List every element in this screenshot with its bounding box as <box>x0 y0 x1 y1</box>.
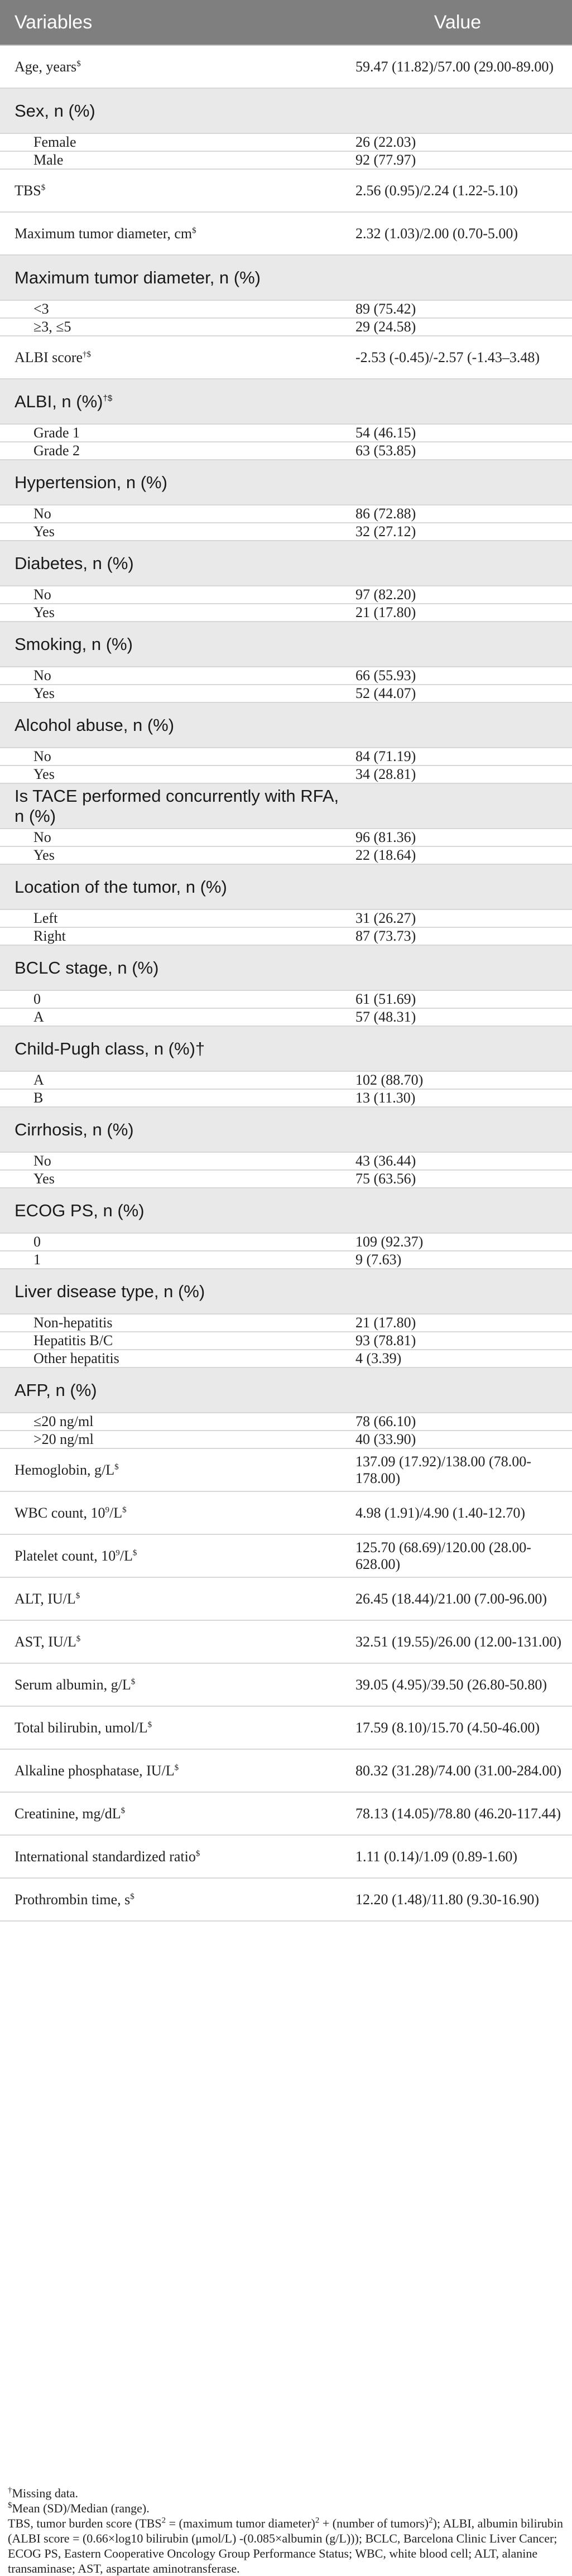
value-cell: 57 (48.31) <box>343 1008 572 1026</box>
value-cell: 32.51 (19.55)/26.00 (12.00-131.00) <box>343 1620 572 1663</box>
value-cell: 97 (82.20) <box>343 586 572 604</box>
variable-label: WBC count, $10^9/L^{\$}$ <box>0 1491 343 1534</box>
footnote-marker: $ <box>130 1891 134 1901</box>
variable-label: 0 <box>0 990 343 1008</box>
value-cell <box>343 255 572 300</box>
variable-label: No <box>0 667 343 685</box>
table-row <box>0 424 572 442</box>
table-row <box>0 829 572 846</box>
variable-label: Total bilirubin, umol/L$ <box>0 1706 343 1749</box>
value-cell: 89 (75.42) <box>343 300 572 318</box>
variable-label: 1 <box>0 1251 343 1269</box>
footnote-marker: $ <box>132 1548 137 1557</box>
footnote-mean: $Mean (SD)/Median (range). <box>8 2501 150 2515</box>
table-row <box>0 586 572 604</box>
variable-label: Yes <box>0 604 343 622</box>
table-row <box>0 1071 572 1089</box>
value-cell: 93 (78.81) <box>343 1332 572 1350</box>
variable-label: <3 <box>0 300 343 318</box>
value-cell: 80.32 (31.28)/74.00 (31.00-284.00) <box>343 1749 572 1792</box>
value-cell: 137.09 (17.92)/138.00 (78.00-178.00) <box>343 1448 572 1491</box>
footnote-marker: $ <box>76 1634 81 1643</box>
section-header-row <box>0 1107 572 1152</box>
variable-label: Maximum tumor diameter, cm$ <box>0 212 343 255</box>
value-cell: 86 (72.88) <box>343 505 572 523</box>
table-body <box>0 45 572 1921</box>
value-cell: 92 (77.97) <box>343 151 572 169</box>
value-cell <box>343 1368 572 1413</box>
value-cell: 66 (55.93) <box>343 667 572 685</box>
section-label: ALBI, n (%)†$ <box>0 379 343 424</box>
variable-label: Grade 1 <box>0 424 343 442</box>
value-cell: 31 (26.27) <box>343 909 572 927</box>
table-row <box>0 1706 572 1749</box>
table-row <box>0 1448 572 1491</box>
variable-label: No <box>0 505 343 523</box>
table-row <box>0 1008 572 1026</box>
table-row <box>0 765 572 783</box>
table-footnotes <box>8 2486 565 2576</box>
section-header-row <box>0 864 572 909</box>
section-header-row <box>0 1269 572 1314</box>
variable-label: Platelet count, $10^9/L^{\$}$ <box>0 1534 343 1577</box>
variable-label: Yes <box>0 846 343 864</box>
table-row <box>0 604 572 622</box>
value-cell <box>343 702 572 748</box>
section-label: AFP, n (%) <box>0 1368 343 1413</box>
value-cell <box>343 1269 572 1314</box>
value-cell: 4 (3.39) <box>343 1350 572 1368</box>
table-row <box>0 927 572 945</box>
header-value: Value <box>343 0 572 45</box>
value-cell: -2.53 (-0.45)/-2.57 (-1.43–3.48) <box>343 336 572 379</box>
value-cell: 26 (22.03) <box>343 133 572 151</box>
value-cell: 78.13 (14.05)/78.80 (46.20-117.44) <box>343 1792 572 1835</box>
table-row <box>0 990 572 1008</box>
table-row <box>0 1170 572 1188</box>
section-header-row <box>0 541 572 586</box>
table-row <box>0 846 572 864</box>
value-cell: 22 (18.64) <box>343 846 572 864</box>
table-row <box>0 1878 572 1921</box>
table-row <box>0 1620 572 1663</box>
value-cell: 84 (71.19) <box>343 748 572 765</box>
table-row <box>0 1577 572 1620</box>
table-row <box>0 1431 572 1448</box>
table-row <box>0 1089 572 1107</box>
value-cell <box>343 460 572 505</box>
value-cell <box>343 864 572 909</box>
section-label: Location of the tumor, n (%) <box>0 864 343 909</box>
value-cell: 54 (46.15) <box>343 424 572 442</box>
variable-label: Prothrombin time, s$ <box>0 1878 343 1921</box>
variable-label: ≤20 ng/ml <box>0 1413 343 1431</box>
section-header-row <box>0 945 572 990</box>
variable-label: Yes <box>0 523 343 541</box>
table-row <box>0 748 572 765</box>
table-row <box>0 1314 572 1332</box>
variable-label: Non-hepatitis <box>0 1314 343 1332</box>
value-cell: 75 (63.56) <box>343 1170 572 1188</box>
value-cell: 125.70 (68.69)/120.00 (28.00-628.00) <box>343 1534 572 1577</box>
value-cell: 17.59 (8.10)/15.70 (4.50-46.00) <box>343 1706 572 1749</box>
footnote-marker: $ <box>75 1591 80 1600</box>
value-cell <box>343 379 572 424</box>
variable-label: AST, IU/L$ <box>0 1620 343 1663</box>
section-label: Smoking, n (%) <box>0 622 343 667</box>
variable-label: Male <box>0 151 343 169</box>
value-cell <box>343 945 572 990</box>
value-cell: 43 (36.44) <box>343 1152 572 1170</box>
section-header-row <box>0 88 572 133</box>
value-cell: 102 (88.70) <box>343 1071 572 1089</box>
value-cell: 78 (66.10) <box>343 1413 572 1431</box>
value-cell: 21 (17.80) <box>343 604 572 622</box>
table-row <box>0 151 572 169</box>
value-cell: 34 (28.81) <box>343 765 572 783</box>
table-row <box>0 667 572 685</box>
section-header-row <box>0 783 572 829</box>
table-row <box>0 442 572 460</box>
section-label: Child-Pugh class, n (%)† <box>0 1026 343 1071</box>
table-row <box>0 1332 572 1350</box>
variable-label: 0 <box>0 1233 343 1251</box>
variable-label: No <box>0 586 343 604</box>
variable-label: Other hepatitis <box>0 1350 343 1368</box>
section-label: ECOG PS, n (%) <box>0 1188 343 1233</box>
section-header-row <box>0 1026 572 1071</box>
variable-label: ALBI score†$ <box>0 336 343 379</box>
section-label: Sex, n (%) <box>0 88 343 133</box>
value-cell <box>343 622 572 667</box>
section-label: Diabetes, n (%) <box>0 541 343 586</box>
variable-label: Female <box>0 133 343 151</box>
table-row <box>0 505 572 523</box>
table-row <box>0 523 572 541</box>
value-cell: 96 (81.36) <box>343 829 572 846</box>
section-label: BCLC stage, n (%) <box>0 945 343 990</box>
value-cell: 40 (33.90) <box>343 1431 572 1448</box>
variable-label: No <box>0 748 343 765</box>
footnote-marker: $ <box>114 1462 119 1471</box>
section-label: Maximum tumor diameter, n (%) <box>0 255 343 300</box>
variable-label: No <box>0 1152 343 1170</box>
table-row <box>0 45 572 88</box>
footnote-marker: $ <box>41 182 46 192</box>
value-cell: 32 (27.12) <box>343 523 572 541</box>
table-row <box>0 169 572 212</box>
variable-label: International standardized ratio$ <box>0 1835 343 1878</box>
variable-label: Right <box>0 927 343 945</box>
variable-label: Serum albumin, g/L$ <box>0 1663 343 1706</box>
variable-label: B <box>0 1089 343 1107</box>
section-header-row <box>0 1188 572 1233</box>
value-cell: 29 (24.58) <box>343 318 572 336</box>
value-cell: 39.05 (4.95)/39.50 (26.80-50.80) <box>343 1663 572 1706</box>
value-cell <box>343 541 572 586</box>
table-row <box>0 336 572 379</box>
variable-label: No <box>0 829 343 846</box>
section-header-row <box>0 1368 572 1413</box>
section-header-row <box>0 255 572 300</box>
section-header-row <box>0 622 572 667</box>
variable-label: Left <box>0 909 343 927</box>
value-cell: 109 (92.37) <box>343 1233 572 1251</box>
footnote-marker: $ <box>121 1805 126 1815</box>
variable-label: Yes <box>0 685 343 702</box>
table-header-row <box>0 0 572 45</box>
section-header-row <box>0 702 572 748</box>
variable-label: Alkaline phosphatase, IU/L$ <box>0 1749 343 1792</box>
footnote-marker: $ <box>195 1848 200 1858</box>
table-row <box>0 318 572 336</box>
footnote-marker: $ <box>131 1677 136 1686</box>
table-row <box>0 1663 572 1706</box>
value-cell: 59.47 (11.82)/57.00 (29.00-89.00) <box>343 45 572 88</box>
value-cell: 52 (44.07) <box>343 685 572 702</box>
section-label: Is TACE performed concurrently with RFA, n (%) <box>0 783 343 829</box>
section-label: Cirrhosis, n (%) <box>0 1107 343 1152</box>
footnote-missing: †Missing data. <box>8 2486 79 2500</box>
table-row <box>0 1749 572 1792</box>
section-header-row <box>0 379 572 424</box>
value-cell: 1.11 (0.14)/1.09 (0.89-1.60) <box>343 1835 572 1878</box>
footnote-marker: $ <box>174 1763 179 1772</box>
variable-label: Grade 2 <box>0 442 343 460</box>
table-row <box>0 685 572 702</box>
variable-label: Hemoglobin, g/L$ <box>0 1448 343 1491</box>
header-variables: Variables <box>0 0 343 45</box>
value-cell <box>343 783 572 829</box>
table-row <box>0 1251 572 1269</box>
value-cell <box>343 1107 572 1152</box>
variable-label: ALT, IU/L$ <box>0 1577 343 1620</box>
footnote-marker: $ <box>192 225 196 235</box>
section-label: Alcohol abuse, n (%) <box>0 702 343 748</box>
section-label: Hypertension, n (%) <box>0 460 343 505</box>
footnote-marker: $ <box>147 1720 152 1729</box>
value-cell <box>343 88 572 133</box>
table-row <box>0 1491 572 1534</box>
value-cell: 63 (53.85) <box>343 442 572 460</box>
table-row <box>0 1152 572 1170</box>
variable-label: ≥3, ≤5 <box>0 318 343 336</box>
section-header-row <box>0 460 572 505</box>
value-cell: 61 (51.69) <box>343 990 572 1008</box>
variable-label: Creatinine, mg/dL$ <box>0 1792 343 1835</box>
table-row <box>0 212 572 255</box>
value-cell: 87 (73.73) <box>343 927 572 945</box>
variable-label: Age, years$ <box>0 45 343 88</box>
value-cell: 9 (7.63) <box>343 1251 572 1269</box>
table-row <box>0 1413 572 1431</box>
table-row <box>0 1233 572 1251</box>
variable-label: Yes <box>0 1170 343 1188</box>
footnote-marker: $ <box>76 59 81 68</box>
table-row <box>0 1835 572 1878</box>
table-row <box>0 1350 572 1368</box>
variable-label: TBS$ <box>0 169 343 212</box>
table-row <box>0 1534 572 1577</box>
value-cell <box>343 1026 572 1071</box>
variable-label: A <box>0 1008 343 1026</box>
variable-label: Hepatitis B/C <box>0 1332 343 1350</box>
variable-label: >20 ng/ml <box>0 1431 343 1448</box>
value-cell: 21 (17.80) <box>343 1314 572 1332</box>
value-cell: 13 (11.30) <box>343 1089 572 1107</box>
value-cell: 2.56 (0.95)/2.24 (1.22-5.10) <box>343 169 572 212</box>
table-row <box>0 1792 572 1835</box>
variable-label: A <box>0 1071 343 1089</box>
value-cell: 12.20 (1.48)/11.80 (9.30-16.90) <box>343 1878 572 1921</box>
variable-label: Yes <box>0 765 343 783</box>
value-cell: 4.98 (1.91)/4.90 (1.40-12.70) <box>343 1491 572 1534</box>
value-cell: 26.45 (18.44)/21.00 (7.00-96.00) <box>343 1577 572 1620</box>
value-cell <box>343 1188 572 1233</box>
table-row <box>0 300 572 318</box>
section-label: Liver disease type, n (%) <box>0 1269 343 1314</box>
table-row <box>0 909 572 927</box>
table-row <box>0 133 572 151</box>
value-cell: 2.32 (1.03)/2.00 (0.70-5.00) <box>343 212 572 255</box>
footnote-marker: †$ <box>83 349 92 359</box>
footnote-abbreviations: TBS, tumor burden score ($TBS^2$ = (maximum tumor diameter)$^2$ + (number of tumors)$^2$); ALBI, albumin bilirubin (ALBI score = (0.66×log10 bilirubin (μmol/L) -(0.085×albumin (g/L))); BCLC, Barcelona Clinic Liver Cancer; ECOG PS, Eastern Cooperative Oncology Group Performance Status; WBC, white blood cell; ALT, alanine transaminase; AST, aspartate aminotransferase. <box>8 2516 564 2575</box>
footnote-marker: †$ <box>103 393 113 403</box>
footnote-marker: $ <box>122 1505 127 1514</box>
